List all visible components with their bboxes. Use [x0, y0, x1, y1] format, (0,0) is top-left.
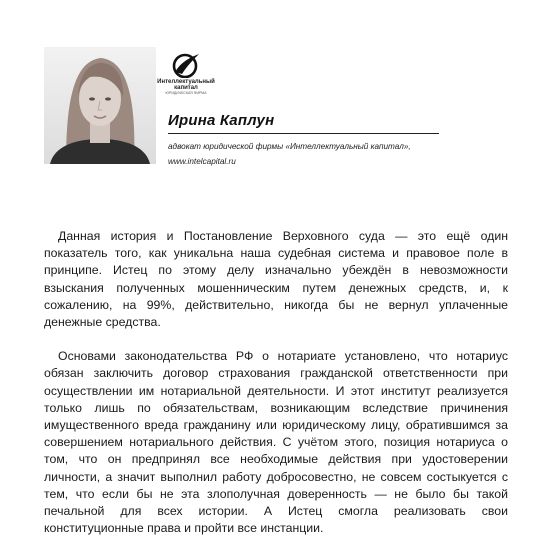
logo-subtitle: ЮРИДИЧЕСКАЯ ФИРМА: [165, 91, 207, 95]
company-logo: [157, 52, 275, 107]
author-role: адвокат юридической фирмы «Интеллектуальный капитал», www.intelcapital.ru: [168, 142, 411, 166]
divider: [168, 133, 439, 134]
author-name: Ирина Каплун: [168, 112, 275, 129]
logo-name: Интеллектуальный капитал: [157, 79, 215, 91]
article-body: [44, 228, 508, 537]
author-photo: [44, 47, 156, 164]
logo-mark-icon: [171, 52, 201, 78]
paragraph: Данная история и Постановление Верховного суда — это ещё один показатель того, как уникальна наша судебная система и правовое поле в принципе. Истец по этому делу изначально убеждён в невозможности взыскания полученных мошенническим путем денежных средств, и, к сожалению, на 99%, действительно, никогда бы не вернул уплаченные денежные средства.: [44, 229, 508, 330]
paragraph: Основами законодательства РФ о нотариате установлено, что нотариус обязан заключить договор страхования гражданской ответственности при осуществлении им нотариальной деятельности. И этот институт реализуется только лишь по обязательствам, возникающим вследствие причинения имущественного вреда гражданину или юридическому лицу, обратившимся за совершением нотариального действия. С учётом этого, позиция нотариуса о том, что он предпринял все необходимые действия при удостоверении личности, а значит выполнил работу добросовестно, не совсем состыкуется с тем, что если бы не эта злополучная доверенность — не было бы такой печальной для всех истории. А Истец смогла реализовать свои конституционные права и пройти все инстанции.: [44, 349, 508, 536]
